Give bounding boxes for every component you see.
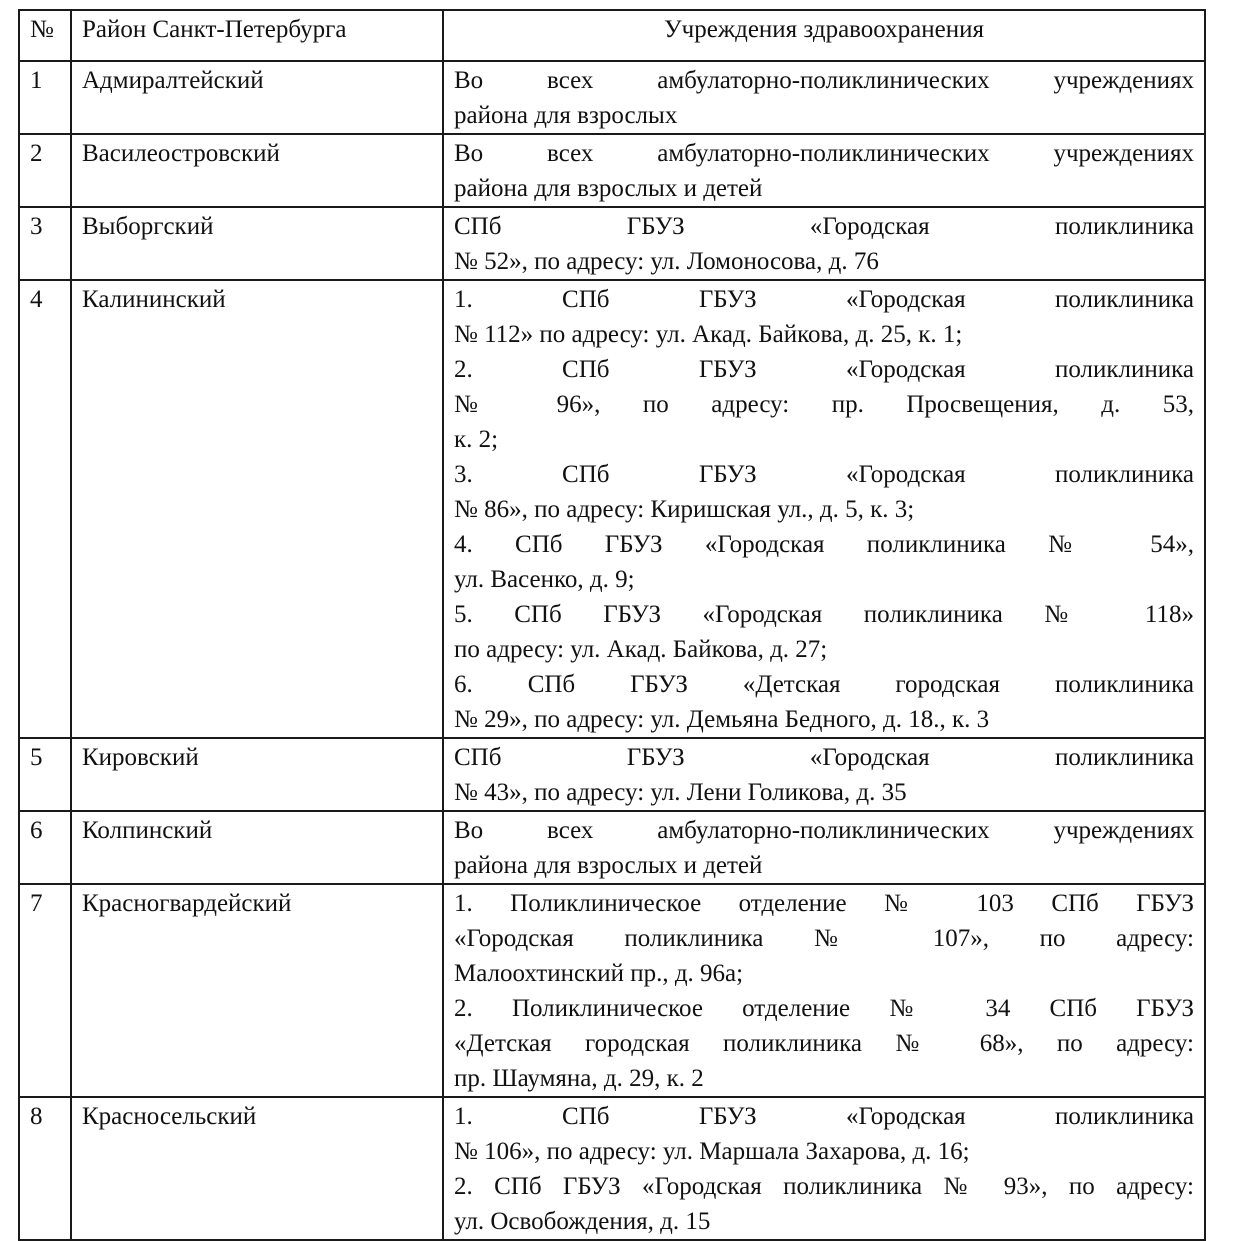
institutions-cell (443, 280, 1205, 738)
institution-text-line: 4. СПб ГБУЗ «Городская поликлиника № 54», (454, 531, 1194, 558)
district-name: Колпинский (71, 811, 443, 884)
institutions-cell (443, 811, 1205, 884)
institutions-cell (443, 884, 1205, 1097)
institution-text-line: 2. Поликлиническое отделение № 34 СПб ГБУЗ (454, 995, 1194, 1022)
district-name: Красногвардейский (71, 884, 443, 1097)
institution-text-line: № 106», по адресу: ул. Маршала Захарова, д. 16; (454, 1138, 970, 1165)
institution-text-line: 1. СПб ГБУЗ «Городская поликлиника (454, 1103, 1194, 1130)
header-institutions: Учреждения здравоохранения (443, 10, 1205, 61)
institution-text-line: ул. Освобождения, д. 15 (454, 1208, 711, 1235)
institution-text-line: Во всех амбулаторно-поликлинических учреждениях (454, 67, 1194, 94)
row-number: 4 (19, 280, 71, 738)
district-name: Адмиралтейский (71, 61, 443, 134)
row-number: 5 (19, 738, 71, 811)
institution-text-line: № 86», по адресу: Киришская ул., д. 5, к. 3; (454, 496, 915, 523)
healthcare-institutions-table (18, 9, 1206, 1241)
table-body (19, 61, 1205, 1240)
institution-text-line: по адресу: ул. Акад. Байкова, д. 27; (454, 636, 828, 663)
institution-text-line: к. 2; (454, 426, 499, 453)
table-row (19, 811, 1205, 884)
institution-text-line: 2. СПб ГБУЗ «Городская поликлиника (454, 356, 1194, 383)
table-row (19, 61, 1205, 134)
institution-text-line: Во всех амбулаторно-поликлинических учреждениях (454, 817, 1194, 844)
institution-text-line: района для взрослых и детей (454, 175, 763, 202)
institution-text-line: СПб ГБУЗ «Городская поликлиника (454, 744, 1194, 771)
header-row (19, 10, 1205, 61)
table-row (19, 207, 1205, 280)
institution-text-line: района для взрослых (454, 102, 678, 129)
row-number: 3 (19, 207, 71, 280)
header-district: Район Санкт-Петербурга (71, 10, 443, 61)
table-row (19, 134, 1205, 207)
institution-text-line: № 43», по адресу: ул. Лени Голикова, д. 35 (454, 779, 907, 806)
district-name: Выборгский (71, 207, 443, 280)
institution-text-line: района для взрослых и детей (454, 852, 763, 879)
district-name: Кировский (71, 738, 443, 811)
table-row (19, 280, 1205, 738)
institution-text-line: «Городская поликлиника № 107», по адресу: (454, 925, 1194, 952)
institutions-cell (443, 134, 1205, 207)
institution-text-line: пр. Шаумяна, д. 29, к. 2 (454, 1065, 704, 1092)
district-name: Василеостровский (71, 134, 443, 207)
institution-text-line: 5. СПб ГБУЗ «Городская поликлиника № 118» (454, 601, 1194, 628)
institution-text-line: № 52», по адресу: ул. Ломоносова, д. 76 (454, 248, 879, 275)
table-row (19, 884, 1205, 1097)
institution-text-line: «Детская городская поликлиника № 68», по адресу: (454, 1030, 1194, 1057)
table-header (19, 10, 1205, 61)
institution-text-line: № 112» по адресу: ул. Акад. Байкова, д. 25, к. 1; (454, 321, 963, 348)
institution-text-line: Малоохтинский пр., д. 96а; (454, 960, 744, 987)
table-row (19, 738, 1205, 811)
institution-text-line: 3. СПб ГБУЗ «Городская поликлиника (454, 461, 1194, 488)
institutions-cell (443, 738, 1205, 811)
institution-text-line: 1. Поликлиническое отделение № 103 СПб ГБУЗ (454, 890, 1194, 917)
row-number: 2 (19, 134, 71, 207)
institution-text-line: 6. СПб ГБУЗ «Детская городская поликлиника (454, 671, 1194, 698)
table-row (19, 1097, 1205, 1240)
institution-text-line: 2. СПб ГБУЗ «Городская поликлиника № 93», по адресу: (454, 1173, 1194, 1200)
institution-text-line: № 29», по адресу: ул. Демьяна Бедного, д. 18., к. 3 (454, 706, 990, 733)
district-name: Калининский (71, 280, 443, 738)
row-number: 7 (19, 884, 71, 1097)
institution-text-line: Во всех амбулаторно-поликлинических учреждениях (454, 140, 1194, 167)
institution-text-line: 1. СПб ГБУЗ «Городская поликлиника (454, 286, 1194, 313)
institution-text-line: СПб ГБУЗ «Городская поликлиника (454, 213, 1194, 240)
institutions-cell (443, 1097, 1205, 1240)
row-number: 1 (19, 61, 71, 134)
row-number: 8 (19, 1097, 71, 1240)
institutions-cell (443, 207, 1205, 280)
header-number: № (19, 10, 71, 61)
institution-text-line: № 96», по адресу: пр. Просвещения, д. 53, (454, 391, 1194, 418)
row-number: 6 (19, 811, 71, 884)
institutions-cell (443, 61, 1205, 134)
district-name: Красносельский (71, 1097, 443, 1240)
institution-text-line: ул. Васенко, д. 9; (454, 566, 635, 593)
